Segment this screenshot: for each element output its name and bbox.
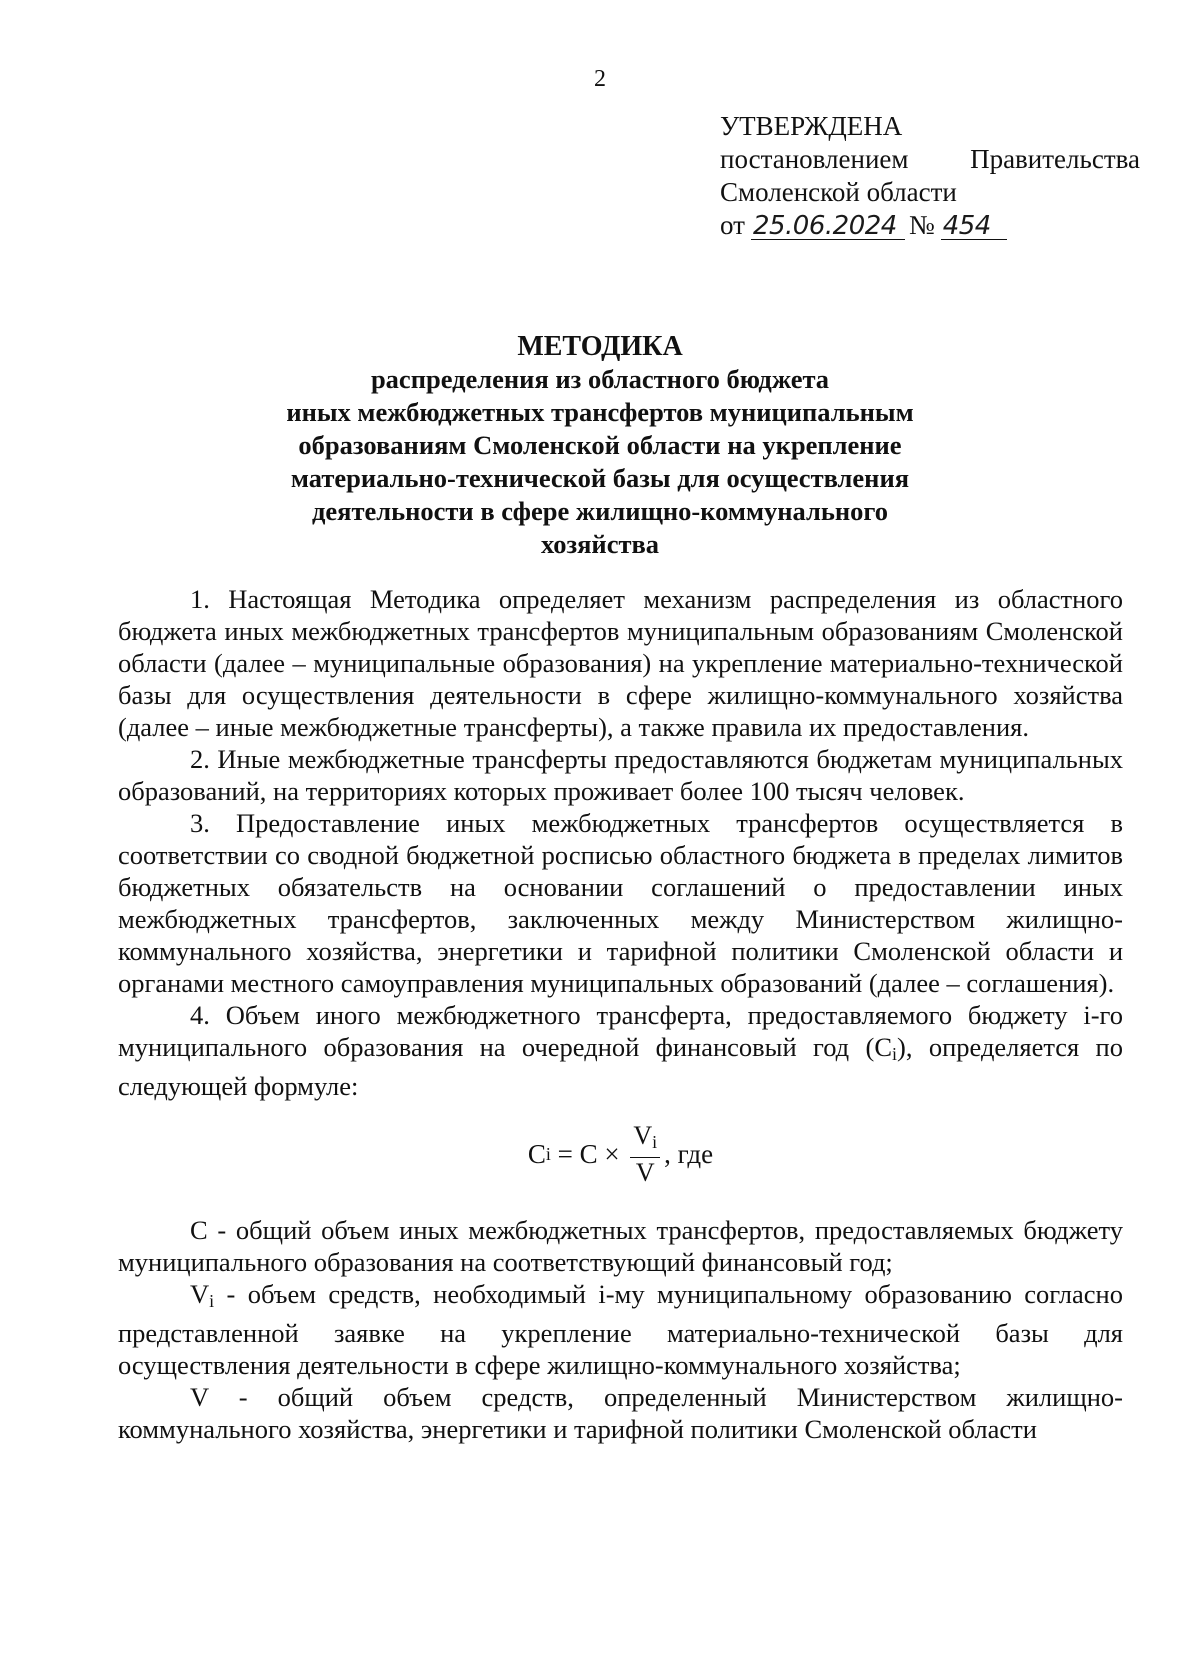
- handwritten-number: 454: [941, 213, 1007, 240]
- approval-date-row: [720, 209, 1140, 242]
- approval-stamp: [720, 110, 1140, 242]
- formula-numerator: [630, 1121, 660, 1158]
- formula-suffix: , где: [664, 1139, 714, 1169]
- numerator-subscript: i: [652, 1131, 658, 1152]
- formula: [118, 1102, 1123, 1206]
- numerator-symbol: V: [633, 1120, 653, 1150]
- document-title: [0, 330, 1200, 561]
- paragraph-3: 3. Предоставление иных межбюджетных трансфертов осуществляется в соответствии со сводной бюджетной росписью областного бюджета в пределах лимитов бюджетных обязательств на основании соглашений о предоставлении иных межбюджетных трансфертов, заключенных между Министерством жилищно-коммунального хозяйства, энергетики и тарифной политики Смоленской области и органами местного самоуправления муниципальных образований (далее – соглашения).: [118, 808, 1123, 998]
- title-main: МЕТОДИКА: [517, 331, 683, 362]
- approval-resolution: постановлением: [720, 144, 909, 174]
- approval-heading: УТВЕРЖДЕНА: [720, 111, 903, 141]
- formula-lhs-subscript: i: [545, 1144, 551, 1164]
- paragraph-4-subscript: i: [892, 1044, 898, 1064]
- page-number: 2: [594, 66, 606, 92]
- title-line: образованиям Смоленской области на укрепление: [298, 430, 902, 460]
- date-prefix: от: [720, 210, 745, 240]
- number-sign: №: [908, 210, 935, 240]
- formula-equals: = C ×: [550, 1139, 627, 1169]
- title-line: иных межбюджетных трансфертов муниципальным: [286, 397, 914, 427]
- definition-c: C - общий объем иных межбюджетных трансфертов, предоставляемых бюджету муниципального образования на соответствующий финансовый год;: [118, 1215, 1123, 1277]
- title-line: деятельности в сфере жилищно-коммунального: [311, 496, 889, 526]
- definition-v: V - общий объем средств, определенный Министерством жилищно-коммунального хозяйства, энергетики и тарифной политики Смоленской области: [118, 1382, 1123, 1444]
- formula-fraction: [630, 1121, 660, 1188]
- document-body: [118, 583, 1123, 1445]
- approval-region: Смоленской области: [720, 177, 957, 207]
- title-line: распределения из областного бюджета: [370, 364, 830, 394]
- formula-lhs: C: [527, 1139, 546, 1169]
- paragraph-1: 1. Настоящая Методика определяет механизм распределения из областного бюджета иных межбюджетных трансфертов муниципальным образованиям Смоленской области (далее – муниципальные образования) на укрепление материально-технической базы для осуществления деятельности в сфере жилищно-коммунального хозяйства (далее – иные межбюджетные трансферты), а также правила их предоставления.: [118, 584, 1123, 742]
- paragraph-4: [118, 999, 1123, 1102]
- approval-government: Правительства: [970, 144, 1140, 174]
- approval-line-2: [720, 143, 1140, 176]
- handwritten-date: 25.06.2024: [751, 213, 905, 240]
- definitions: [118, 1214, 1123, 1445]
- paragraph-2: 2. Иные межбюджетные трансферты предоставляются бюджетам муниципальных образований, на территориях которых проживает более 100 тысяч человек.: [118, 744, 1123, 806]
- title-line: хозяйства: [540, 529, 660, 559]
- formula-denominator: V: [635, 1157, 655, 1187]
- definition-vi: [118, 1278, 1123, 1381]
- paragraph-4-start: 4. Объем иного межбюджетного трансферта, предоставляемого бюджету i-го муниципального образования на очередной финансовый год (C: [118, 1000, 1123, 1062]
- definition-vi-subscript: i: [209, 1291, 215, 1311]
- paragraph-4-end: ), определяется по следующей формуле:: [118, 1032, 1123, 1101]
- definition-vi-symbol: V: [190, 1279, 210, 1309]
- definition-vi-text: - объем средств, необходимый i-му муниципальному образованию согласно представленной заявке на укрепление материально-технической базы для осуществления деятельности в сфере жилищно-коммунального хозяйства;: [118, 1279, 1123, 1380]
- title-line: материально-технической базы для осуществления: [290, 463, 910, 493]
